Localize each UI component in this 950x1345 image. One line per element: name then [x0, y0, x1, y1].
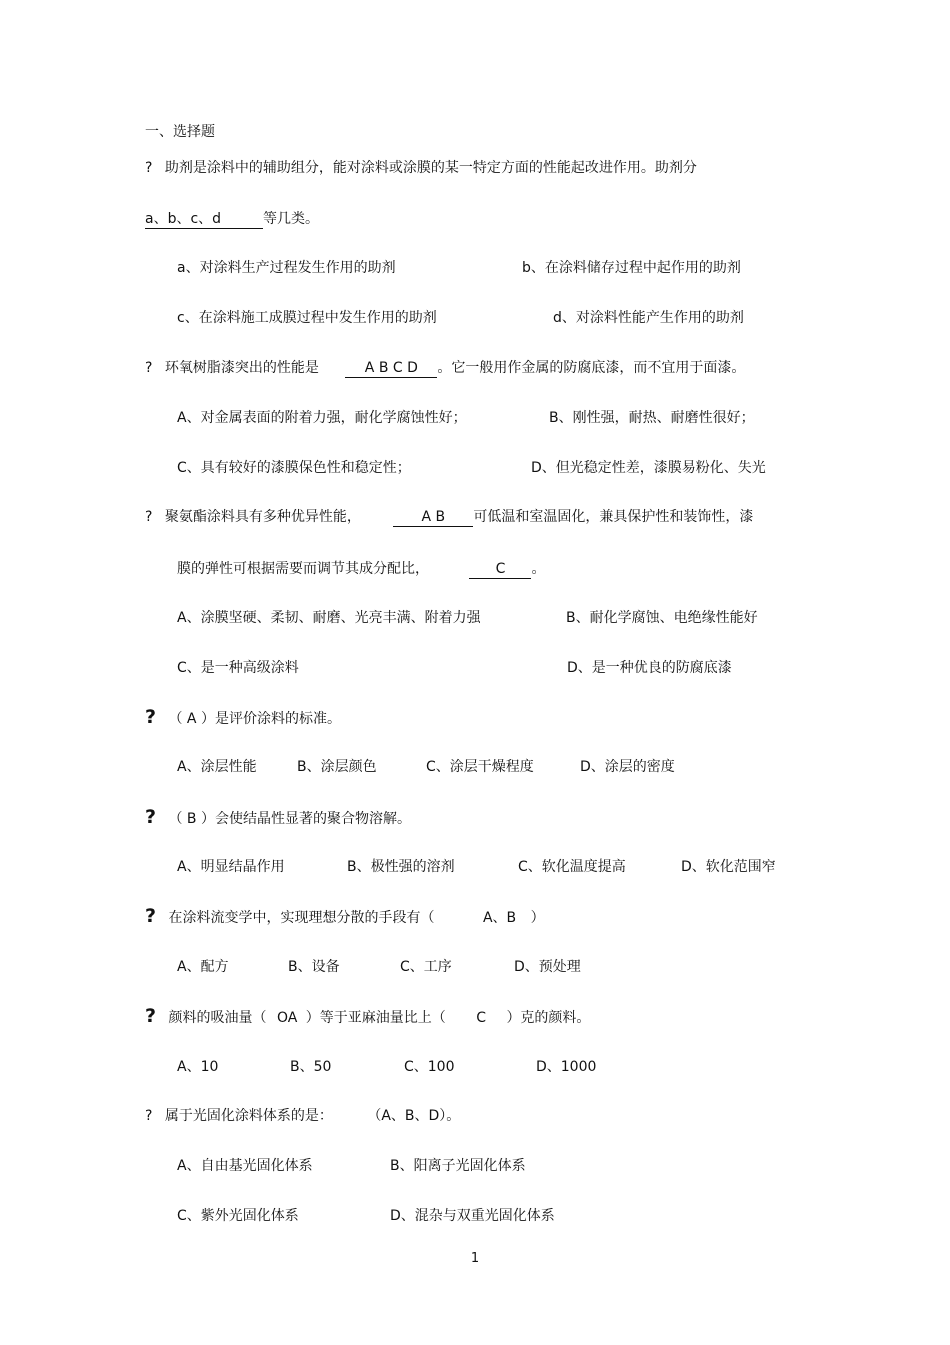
- answer-blank: a、b、c、d: [145, 210, 263, 229]
- question-marker: ?: [145, 509, 153, 525]
- option-d: D、预处理: [514, 959, 581, 975]
- option-a: A、涂层性能: [177, 759, 257, 775]
- question-text: 等几类。: [263, 211, 319, 227]
- option-d: D、1000: [536, 1059, 597, 1075]
- question-marker: ?: [145, 905, 157, 927]
- answer-text: C: [476, 1010, 486, 1026]
- question-4: [145, 707, 341, 729]
- answer-blank: A B C D: [345, 359, 437, 378]
- option-d: D、混杂与双重光固化体系: [390, 1208, 555, 1224]
- answer-paren: （ A ）: [168, 711, 215, 727]
- page-number: 1: [470, 1251, 480, 1266]
- question-text: 。它一般用作金属的防腐底漆，而不宜用于面漆。: [437, 360, 746, 376]
- option-a: A、自由基光固化体系: [177, 1158, 313, 1174]
- question-1-line2: [145, 209, 319, 229]
- question-text: ）克的颜料。: [506, 1010, 591, 1026]
- option-c: C、100: [404, 1059, 455, 1075]
- question-text: 是评价涂料的标准。: [214, 711, 341, 727]
- option-a: A、明显结晶作用: [177, 859, 285, 875]
- answer-text: OA: [276, 1010, 298, 1026]
- question-marker: ?: [145, 160, 153, 176]
- answer-text: （A、B、D）。: [367, 1108, 461, 1124]
- question-text: 颜料的吸油量（: [168, 1010, 267, 1026]
- question-text: 。: [531, 561, 546, 577]
- option-b: B、极性强的溶剂: [347, 859, 455, 875]
- question-marker: ?: [145, 1005, 157, 1027]
- option-d: D、是一种优良的防腐底漆: [567, 660, 732, 676]
- question-1: [145, 158, 697, 178]
- question-6: [145, 906, 545, 928]
- question-text: 环氧树脂漆突出的性能是: [164, 360, 319, 376]
- answer-text: A、B: [482, 910, 517, 926]
- option-d: D、软化范围窄: [681, 859, 776, 875]
- option-c: C、工序: [400, 959, 452, 975]
- question-text: 聚氨酯涂料具有多种优异性能，: [164, 509, 361, 525]
- option-a: A、涂膜坚硬、柔韧、耐磨、光亮丰满、附着力强: [177, 610, 481, 626]
- option-b: B、耐化学腐蚀、电绝缘性能好: [566, 610, 758, 626]
- question-text: 会使结晶性显著的聚合物溶解。: [215, 811, 411, 827]
- option-c: C、是一种高级涂料: [177, 660, 299, 676]
- option-b: B、涂层颜色: [297, 759, 377, 775]
- option-a: a、对涂料生产过程发生作用的助剂: [177, 260, 396, 276]
- question-8: [145, 1106, 460, 1126]
- option-d: D、涂层的密度: [580, 759, 675, 775]
- option-b: b、在涂料储存过程中起作用的助剂: [522, 260, 741, 276]
- option-c: C、具有较好的漆膜保色性和稳定性；: [177, 460, 411, 476]
- question-7: [145, 1006, 590, 1028]
- option-a: A、10: [177, 1059, 219, 1075]
- option-c: C、涂层干燥程度: [426, 759, 534, 775]
- option-a: A、配方: [177, 959, 229, 975]
- question-marker: ?: [145, 706, 157, 728]
- option-d: d、对涂料性能产生作用的助剂: [553, 310, 744, 326]
- option-d: D、但光稳定性差，漆膜易粉化、失光: [531, 460, 766, 476]
- answer-paren: （ B ）: [168, 811, 215, 827]
- option-c: C、软化温度提高: [518, 859, 626, 875]
- option-b: B、刚性强，耐热、耐磨性很好；: [549, 410, 755, 426]
- question-3: [145, 507, 753, 527]
- question-marker: ?: [145, 806, 157, 828]
- question-text: 在涂料流变学中，实现理想分散的手段有（: [168, 910, 435, 926]
- answer-blank: C: [469, 560, 531, 579]
- question-marker: ?: [145, 1108, 153, 1124]
- question-text: ）: [530, 910, 545, 926]
- question-text: 可低温和室温固化，兼具保护性和装饰性，漆: [473, 509, 754, 525]
- question-3-line2: [177, 559, 545, 579]
- option-a: A、对金属表面的附着力强，耐化学腐蚀性好；: [177, 410, 467, 426]
- option-c: C、紫外光固化体系: [177, 1208, 299, 1224]
- option-b: B、阳离子光固化体系: [390, 1158, 526, 1174]
- question-text: 助剂是涂料中的辅助组分，能对涂料或涂膜的某一特定方面的性能起改进作用。助剂分: [164, 160, 697, 176]
- section-title: 一、选择题: [145, 124, 215, 140]
- option-b: B、50: [290, 1059, 332, 1075]
- question-5: [145, 807, 411, 829]
- question-2: [145, 358, 745, 378]
- question-text: 膜的弹性可根据需要而调节其成分配比，: [177, 561, 429, 577]
- answer-blank: A B: [393, 508, 473, 527]
- question-marker: ?: [145, 360, 153, 376]
- option-b: B、设备: [288, 959, 340, 975]
- question-text: 属于光固化涂料体系的是：: [164, 1108, 333, 1124]
- option-c: c、在涂料施工成膜过程中发生作用的助剂: [177, 310, 437, 326]
- question-text: ）等于亚麻油量比上（: [305, 1010, 446, 1026]
